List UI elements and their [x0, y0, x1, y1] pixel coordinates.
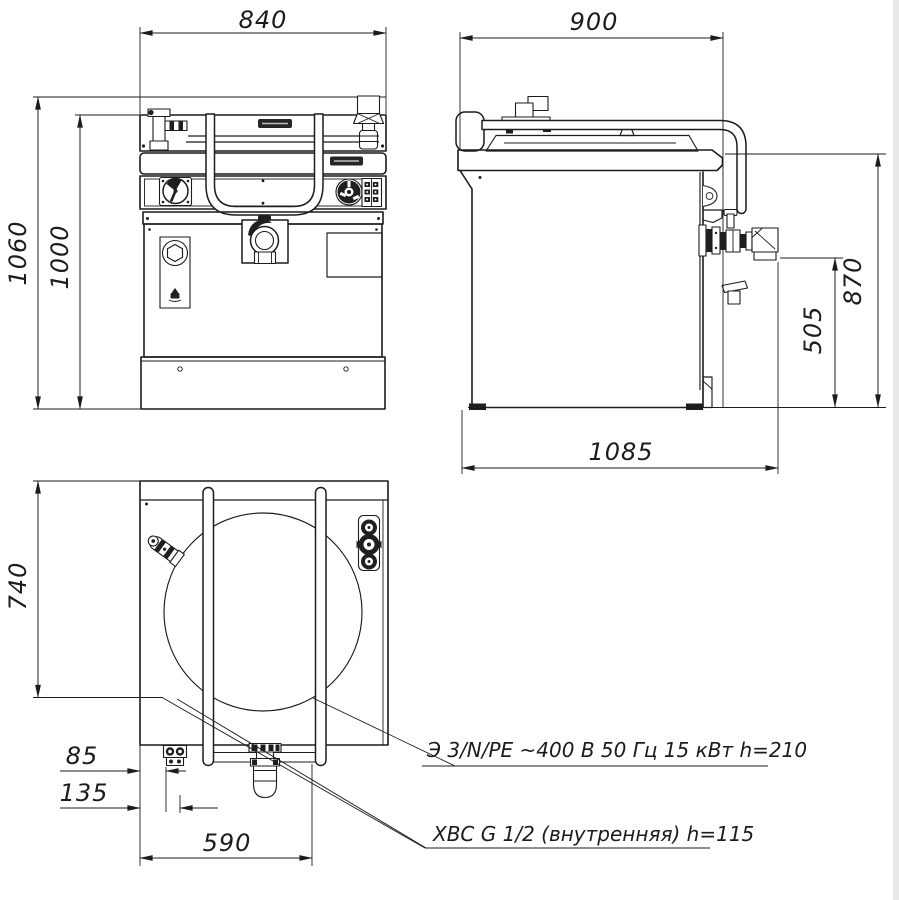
service-panel-icon	[160, 237, 190, 308]
kettle-bowl	[164, 513, 362, 711]
worktop	[458, 150, 723, 171]
annotation-electrical	[313, 698, 807, 766]
safety-valve-icon	[354, 96, 384, 149]
brand-logo	[258, 119, 292, 128]
brand-logo	[330, 157, 363, 166]
dim-label-1060: 1060	[4, 220, 32, 286]
side-box	[327, 233, 382, 277]
dim-label-840: 840	[238, 6, 288, 34]
dim-label-870: 870	[839, 256, 867, 306]
dim-front-width	[140, 6, 386, 114]
dim-label-590: 590	[202, 829, 252, 857]
dim-worktop-height	[725, 154, 886, 407]
side-view	[456, 97, 778, 411]
page-edge-shade	[893, 0, 899, 900]
filling-faucet-icon	[145, 532, 185, 566]
hinge-icon	[357, 516, 382, 571]
temperature-gauge-icon	[160, 178, 192, 206]
annotation-cold-water	[163, 698, 754, 848]
dim-label-1000: 1000	[46, 224, 74, 290]
dim-label-900: 900	[569, 8, 619, 36]
annotation-electrical-text: Э 3/N/PE ~400 В 50 Гц 15 кВт h=210	[427, 738, 808, 762]
lid-handle	[203, 488, 326, 766]
annotation-cold-water-text: ХВС G 1/2 (внутренняя) h=115	[433, 822, 755, 846]
front-view	[33, 96, 386, 409]
dim-body-height	[46, 115, 140, 409]
dim-drain-height	[780, 258, 843, 407]
body-top	[140, 481, 388, 745]
dim-label-1085: 1085	[588, 438, 654, 466]
trim-band	[140, 153, 386, 174]
drain-tap-icon	[699, 210, 778, 305]
body-side	[460, 171, 722, 411]
dim-label-85: 85	[65, 742, 99, 770]
dimensions	[4, 6, 886, 866]
drain-tap-icon	[242, 216, 288, 264]
lid-side	[486, 128, 698, 152]
dim-label-740: 740	[4, 561, 32, 611]
dim-label-505: 505	[799, 305, 827, 355]
dim-side-depth	[460, 8, 723, 407]
control-panel	[140, 176, 386, 209]
base-front	[141, 357, 385, 409]
terminal-block-icon	[362, 179, 382, 207]
power-knob-icon	[336, 179, 362, 205]
water-inlet-icon	[164, 746, 187, 766]
dim-label-135: 135	[59, 779, 109, 807]
lid-handle	[206, 114, 323, 215]
dim-top-depth	[4, 481, 163, 698]
top-view	[140, 481, 388, 798]
dim-inlet-offset-b	[60, 779, 218, 813]
